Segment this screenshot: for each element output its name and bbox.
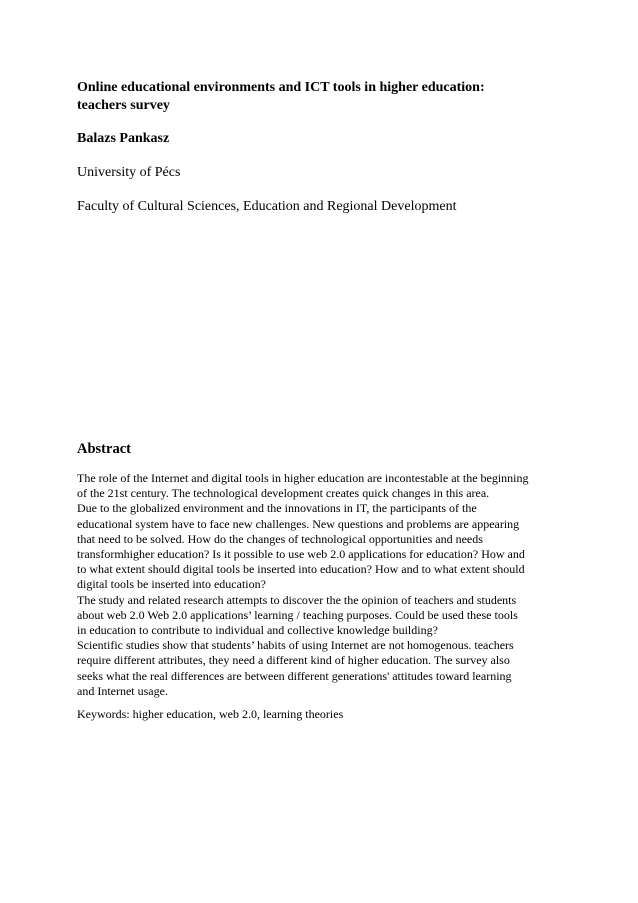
abstract-line: seeks what the real differences are between different generations' attitudes toward learning (77, 668, 512, 683)
abstract-line: digital tools be inserted into education? (77, 577, 266, 592)
paper-title-line: Online educational environments and ICT tools in higher education: (77, 80, 485, 95)
paper-title-line: teachers survey (77, 98, 170, 113)
abstract-line: in education to contribute to individual and collective knowledge building? (77, 623, 438, 638)
affiliation-university: University of Pécs (77, 165, 181, 180)
abstract-line: that need to be solved. How do the changes of technological opportunities and needs (77, 531, 483, 546)
affiliation-faculty: Faculty of Cultural Sciences, Education and Regional Development (77, 199, 457, 214)
abstract-line: educational system have to face new challenges. New questions and problems are appearing (77, 516, 520, 531)
abstract-line: of the 21st century. The technological development creates quick changes in this area. (77, 486, 490, 501)
abstract-line: Scientific studies show that students’ habits of using Internet are not homogenous. teachers (77, 638, 514, 653)
abstract-line: transformhigher education? Is it possible to use web 2.0 applications for education? How and (77, 547, 525, 562)
abstract-line: Due to the globalized environment and the innovations in IT, the participants of the (77, 501, 477, 516)
abstract-line: about web 2.0 Web 2.0 applications’ learning / teaching purposes. Could be used these tools (77, 607, 518, 622)
author-name: Balazs Pankasz (77, 131, 170, 146)
abstract-body (77, 471, 577, 699)
abstract-line: to what extent should digital tools be inserted into education? How and to what extent should (77, 562, 525, 577)
keywords: Keywords: higher education, web 2.0, learning theories (77, 707, 344, 721)
paper-title (77, 79, 557, 115)
abstract-line: and Internet usage. (77, 683, 168, 698)
abstract-line: The role of the Internet and digital tools in higher education are incontestable at the beginning (77, 471, 529, 485)
abstract-line: The study and related research attempts to discover the the opinion of teachers and students (77, 592, 517, 607)
abstract-line: require different attributes, they need a different kind of higher education. The survey also (77, 653, 510, 668)
abstract-heading: Abstract (77, 441, 131, 457)
